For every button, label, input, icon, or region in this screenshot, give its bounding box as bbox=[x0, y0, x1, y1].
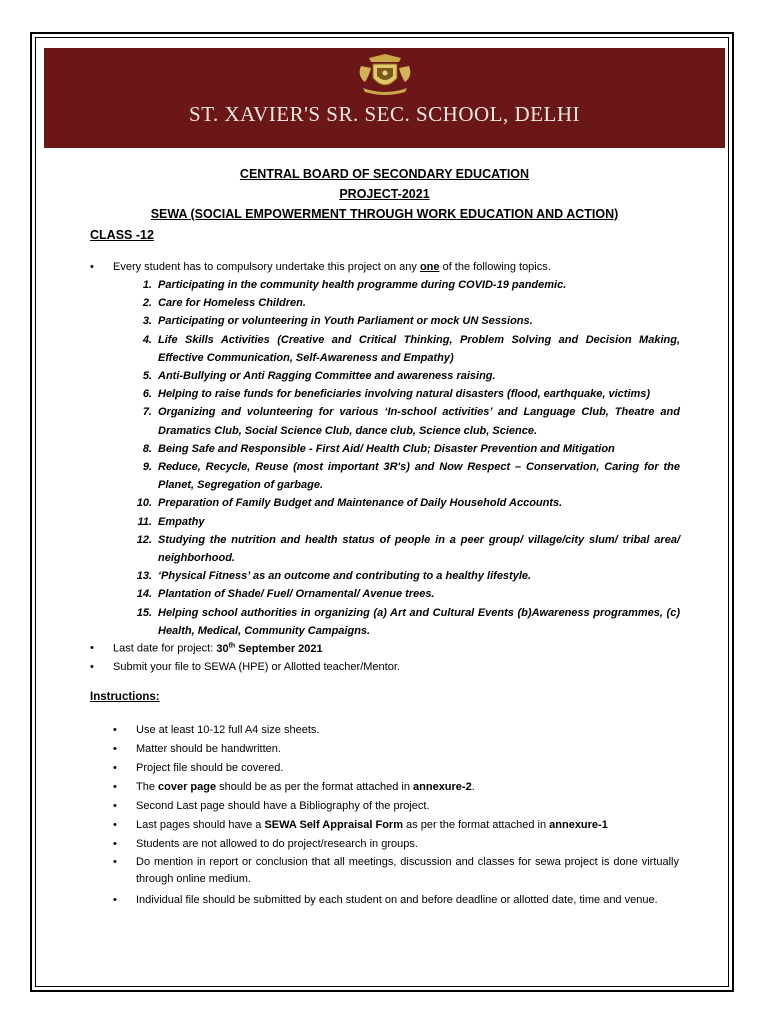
intro-emphasis: one bbox=[419, 261, 440, 273]
list-item: • The cover page should be as per the format attached in annexure-2. bbox=[113, 781, 475, 793]
list-item: 10. Preparation of Family Budget and Maintenance of Daily Household Accounts. bbox=[136, 497, 563, 510]
list-item: 12. Studying the nutrition and health status of people in a peer group/ village/city slum/ tribal area/ neighborhood. bbox=[136, 533, 680, 565]
list-item: 11. Empathy bbox=[137, 515, 205, 528]
intro-bullet: • bbox=[90, 261, 94, 273]
instructions-title: Instructions: bbox=[90, 691, 160, 703]
school-crest-icon bbox=[355, 52, 415, 98]
list-item: 6. Helping to raise funds for beneficiaries involving natural disasters (flood, earthquake, victims) bbox=[142, 388, 651, 401]
list-item: • Last pages should have a SEWA Self Appraisal Form as per the format attached in annexure-1 bbox=[113, 819, 608, 831]
list-item: 7. Organizing and volunteering for various ‘In-school activities’ and Language Club, Theatre and Dramatics Club, Social Science Club, dance club, Science club, Science. bbox=[142, 406, 680, 437]
list-item: 3. Participating or volunteering in Youth Parliament or mock UN Sessions. bbox=[142, 315, 533, 328]
list-item: 13. ‘Physical Fitness’ as an outcome and contributing to a healthy lifestyle. bbox=[136, 570, 532, 583]
list-item: • Use at least 10-12 full A4 size sheets. bbox=[113, 724, 320, 736]
board-heading: CENTRAL BOARD OF SECONDARY EDUCATION bbox=[239, 167, 530, 181]
list-item: 2. Care for Homeless Children. bbox=[142, 297, 306, 310]
topic-list bbox=[120, 276, 680, 640]
school-banner bbox=[44, 48, 725, 148]
list-item: • Students are not allowed to do project/research in groups. bbox=[113, 838, 418, 850]
intro-text: Every student has to compulsory undertake this project on any one of the following topics. bbox=[113, 261, 551, 273]
class-label: CLASS -12 bbox=[90, 228, 154, 242]
list-item: • Individual file should be submitted by each student on and before deadline or allotted date, time and venue. bbox=[113, 894, 658, 906]
deadline-bullet: • bbox=[90, 642, 94, 654]
school-name: ST. XAVIER'S SR. SEC. SCHOOL, DELHI bbox=[189, 102, 580, 126]
list-item: 9. Reduce, Recycle, Reuse (most important 3R's) and Now Respect – Conservation, Caring for the Planet, Segregation of garbage. bbox=[142, 461, 680, 492]
list-item: 14. Plantation of Shade/ Fuel/ Ornamental/ Avenue trees. bbox=[136, 588, 435, 601]
deadline-text: Last date for project: 30th September 2021 bbox=[113, 642, 323, 655]
list-item: 1. Participating in the community health programme during COVID-19 pandemic. bbox=[142, 279, 567, 291]
list-item: • Do mention in report or conclusion that all meetings, discussion and classes for sewa project is done virtually through online medium. bbox=[113, 856, 679, 885]
list-item: • Project file should be covered. bbox=[113, 762, 284, 774]
submit-bullet: • bbox=[90, 661, 94, 673]
list-item: 8. Being Safe and Responsible - First Aid/ Health Club; Disaster Prevention and Mitigation bbox=[142, 442, 615, 455]
list-item: 4. Life Skills Activities (Creative and Critical Thinking, Problem Solving and Decision Making, Effective Communication, Self-Awareness and Empathy) bbox=[142, 333, 680, 364]
list-item: • Matter should be handwritten. bbox=[113, 743, 281, 755]
list-item: 5. Anti-Bullying or Anti Ragging Committee and awareness raising. bbox=[142, 370, 496, 383]
submit-text: Submit your file to SEWA (HPE) or Allotted teacher/Mentor. bbox=[113, 661, 400, 673]
list-item: 15. Helping school authorities in organizing (a) Art and Cultural Events (b)Awareness programmes, (c) Health, Medical, Community Campaigns. bbox=[136, 606, 680, 637]
instructions-list bbox=[113, 721, 679, 910]
list-item: • Second Last page should have a Bibliography of the project. bbox=[113, 800, 430, 812]
sewa-heading: SEWA (SOCIAL EMPOWERMENT THROUGH WORK EDUCATION AND ACTION) bbox=[150, 207, 619, 221]
project-heading: PROJECT-2021 bbox=[339, 187, 430, 201]
